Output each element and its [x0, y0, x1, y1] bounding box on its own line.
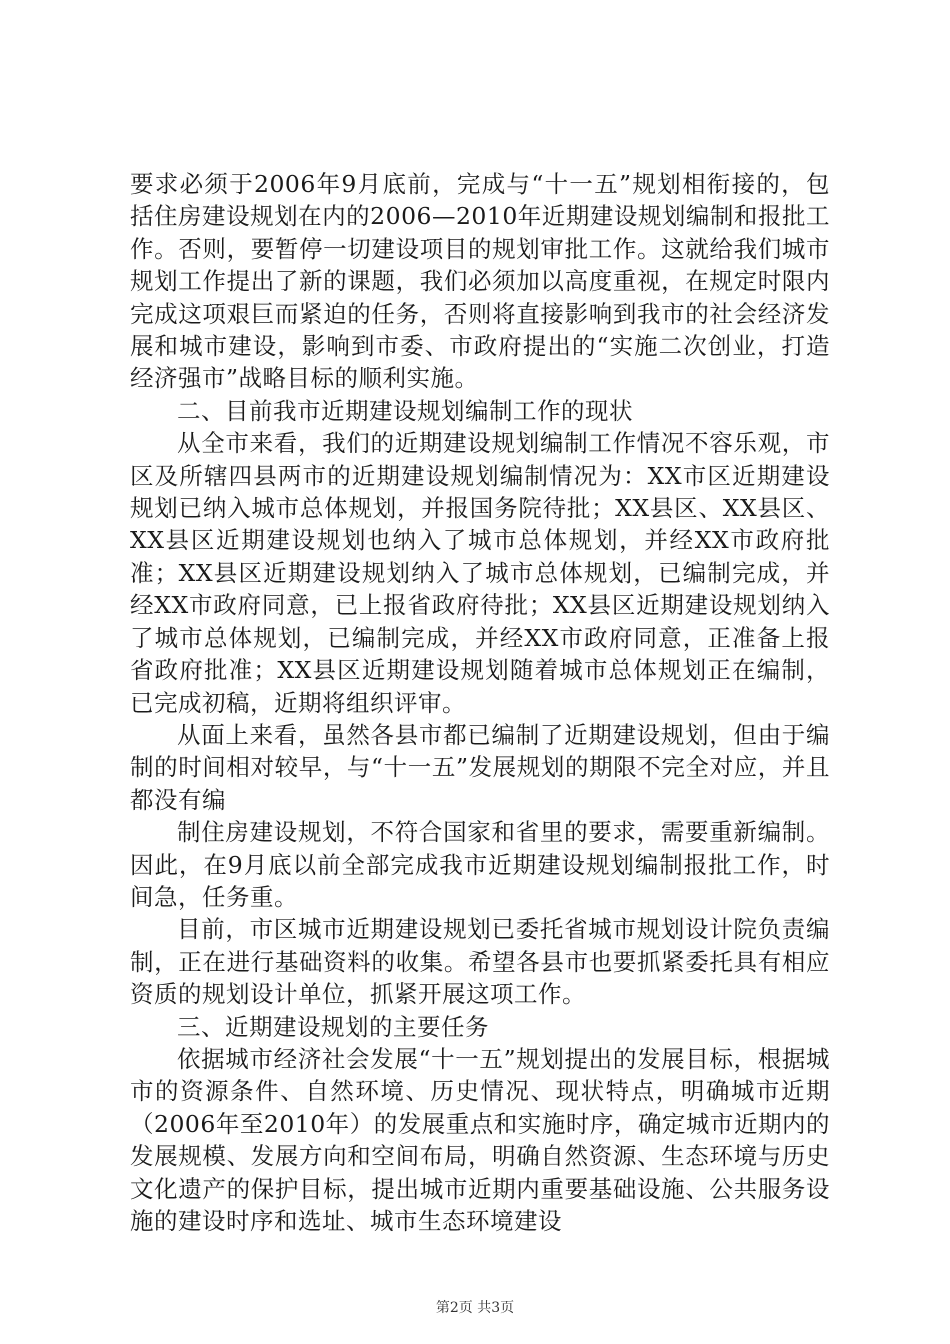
paragraph-housing-plan: 制住房建设规划，不符合国家和省里的要求，需要重新编制。因此，在9月底以前全部完成我市近期建设规划编制报批工作，时间急，任务重。: [130, 818, 830, 911]
paragraph-main-tasks: 依据城市经济社会发展“十一五”规划提出的发展目标，根据城市的资源条件、自然环境、历史情况、现状特点，明确城市近期（2006年至2010年）的发展重点和实施时序，确定城市近期内的发展规模、发展方向和空间布局，明确自然资源、生态环境与历史文化遗产的保护目标，提出城市近期内重要基础设施、公共服务设施的建设时序和选址、城市生态环境建设: [130, 1044, 830, 1235]
paragraph-continued: 要求必须于2006年9月底前，完成与“十一五”规划相衔接的，包括住房建设规划在内的2006—2010年近期建设规划编制和报批工作。否则，要暂停一切建设项目的规划审批工作。这就给我们城市规划工作提出了新的课题，我们必须加以高度重视，在规定时限内完成这项艰巨而紧迫的任务，否则将直接影响到我市的社会经济发展和城市建设，影响到市委、市政府提出的“实施二次创业，打造经济强市”战略目标的顺利实施。: [130, 170, 830, 393]
paragraph-status-overview: 从全市来看，我们的近期建设规划编制工作情况不容乐观，市区及所辖四县两市的近期建设规划编制情况为：XX市区近期建设规划已纳入城市总体规划，并报国务院待批；XX县区、XX县区、XX县区近期建设规划也纳入了城市总体规划，并经XX市政府批准；XX县区近期建设规划纳入了城市总体规划，已编制完成，并经XX市政府同意，已上报省政府待批；XX县区近期建设规划纳入了城市总体规划，已编制完成，并经XX市政府同意，正准备上报省政府批准；XX县区近期建设规划随着城市总体规划正在编制，已完成初稿，近期将组织评审。: [130, 429, 830, 717]
page-footer: 第2页 共3页: [435, 1300, 515, 1316]
document-body: [130, 168, 830, 1237]
section-heading-2: 二、目前我市近期建设规划编制工作的现状: [177, 396, 633, 425]
section-heading-3: 三、近期建设规划的主要任务: [177, 1012, 489, 1041]
paragraph-general-view: 从面上来看，虽然各县市都已编制了近期建设规划，但由于编制的时间相对较早，与“十一五”发展规划的期限不完全对应，并且都没有编: [130, 720, 830, 814]
paragraph-current-progress: 目前，市区城市近期建设规划已委托省城市规划设计院负责编制，正在进行基础资料的收集。希望各县市也要抓紧委托具有相应资质的规划设计单位，抓紧开展这项工作。: [130, 915, 830, 1009]
